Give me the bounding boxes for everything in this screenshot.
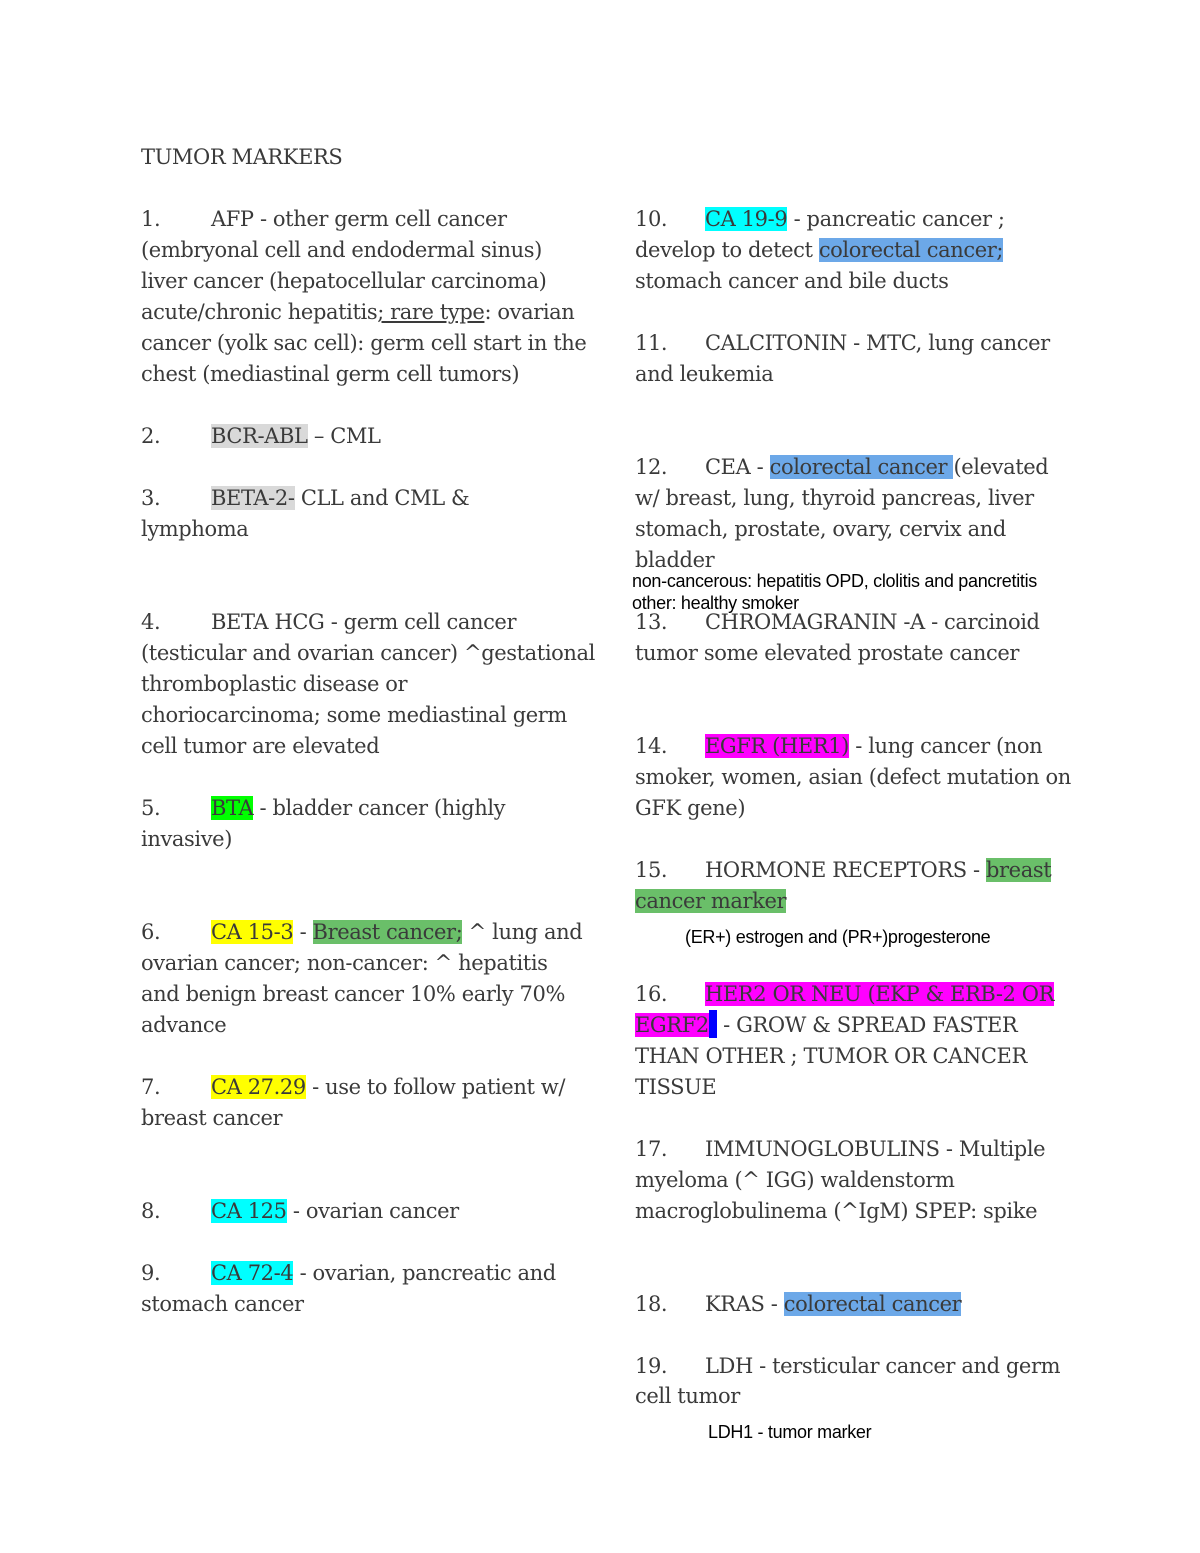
item-ca-19-9-line3: stomach cancer and bile ducts — [635, 269, 949, 293]
item-egfr-line1: 14. EGFR (HER1) - lung cancer (non — [635, 734, 1043, 758]
item-afp-line5: cancer (yolk sac cell): germ cell start in the — [141, 331, 587, 355]
item-afp-line3: liver cancer (hepatocellular carcinoma) — [141, 269, 547, 293]
item-her2-line2: EGRF2 - GROW & SPREAD FASTER — [635, 1010, 1017, 1041]
item-calcitonin-line2: and leukemia — [635, 362, 774, 386]
item-hormone-receptors-line2: cancer marker — [635, 889, 787, 913]
item-beta-2-line1: 3. BETA-2- CLL and CML & — [141, 486, 470, 510]
item-ca-125: 8. CA 125 - ovarian cancer — [141, 1199, 459, 1223]
item-egfr-line3: GFK gene) — [635, 796, 746, 820]
item-egfr-line2: smoker, women, asian (defect mutation on — [635, 765, 1071, 789]
item-her2-line3: THAN OTHER ; TUMOR OR CANCER — [635, 1044, 1027, 1068]
item-beta-hcg-line3: thromboplastic disease or — [141, 672, 408, 696]
item-ca-27-29-line2: breast cancer — [141, 1106, 283, 1130]
item-immunoglobulins-line3: macroglobulinema (^IgM) SPEP: spike — [635, 1199, 1038, 1223]
item-ca-19-9-line1: 10. CA 19-9 - pancreatic cancer ; — [635, 207, 1005, 231]
item-ca-27-29-line1: 7. CA 27.29 - use to follow patient w/ — [141, 1075, 566, 1099]
item-immunoglobulins-line2: myeloma (^ IGG) waldenstorm — [635, 1168, 955, 1192]
item-chromagranin-line2: tumor some elevated prostate cancer — [635, 641, 1020, 665]
item-ca-72-4-line2: stomach cancer — [141, 1292, 304, 1316]
item-ca-72-4-line1: 9. CA 72-4 - ovarian, pancreatic and — [141, 1261, 556, 1285]
item-cea-line3: stomach, prostate, ovary, cervix and — [635, 517, 1006, 541]
item-afp-line2: (embryonal cell and endodermal sinus) — [141, 238, 542, 262]
item-bta-line2: invasive) — [141, 827, 233, 851]
item-bcr-abl: 2. BCR-ABL – CML — [141, 424, 381, 448]
item-ca-15-3-line1: 6. CA 15-3 - Breast cancer; ^ lung and — [141, 920, 583, 944]
item-cea-line4: bladder — [635, 548, 715, 572]
item-calcitonin-line1: 11. CALCITONIN - MTC, lung cancer — [635, 331, 1050, 355]
item-beta-hcg-line2: (testicular and ovarian cancer) ^gestational — [141, 641, 595, 665]
item-bta-line1: 5. BTA - bladder cancer (highly — [141, 796, 506, 820]
item-beta-hcg-line4: choriocarcinoma; some mediastinal germ — [141, 703, 567, 727]
item-ldh-note: LDH1 - tumor marker — [708, 1422, 872, 1442]
item-ca-19-9-line2: develop to detect colorectal cancer; — [635, 238, 1004, 262]
item-kras: 18. KRAS - colorectal cancer — [635, 1292, 962, 1316]
item-afp-line1: 1. AFP - other germ cell cancer — [141, 207, 507, 231]
item-chromagranin-line1: 13. CHROMAGRANIN -A - carcinoid — [635, 610, 1040, 634]
item-beta-hcg-line1: 4. BETA HCG - germ cell cancer — [141, 610, 517, 634]
item-afp-line4: acute/chronic hepatitis; rare type: ovarian — [141, 300, 575, 324]
item-immunoglobulins-line1: 17. IMMUNOGLOBULINS - Multiple — [635, 1137, 1046, 1161]
item-cea-note-other: other: healthy smoker — [632, 593, 799, 613]
item-beta-hcg-line5: cell tumor are elevated — [141, 734, 380, 758]
item-cea-note-noncancerous: non-cancerous: hepatitis OPD, clolitis and pancretitis — [632, 571, 1038, 591]
item-her2-line4: TISSUE — [635, 1075, 717, 1099]
item-hormone-receptors-line1: 15. HORMONE RECEPTORS - breast — [635, 858, 1052, 882]
item-afp-line6: chest (mediastinal germ cell tumors) — [141, 362, 520, 386]
item-her2-line1: 16. HER2 OR NEU (EKP & ERB-2 OR — [635, 982, 1054, 1006]
item-ca-15-3-line2: ovarian cancer; non-cancer: ^ hepatitis — [141, 951, 548, 975]
cursor-mark — [709, 1010, 717, 1038]
item-ldh-line2: cell tumor — [635, 1384, 740, 1408]
item-ca-15-3-line4: advance — [141, 1013, 227, 1037]
item-cea-line2: w/ breast, lung, thyroid pancreas, liver — [635, 486, 1034, 510]
item-hormone-receptors-note: (ER+) estrogen and (PR+)progesterone — [685, 927, 991, 947]
item-cea-line1: 12. CEA - colorectal cancer (elevated — [635, 455, 1049, 479]
item-beta-2-line2: lymphoma — [141, 517, 249, 541]
item-ca-15-3-line3: and benign breast cancer 10% early 70% — [141, 982, 566, 1006]
item-ldh-line1: 19. LDH - tersticular cancer and germ — [635, 1354, 1061, 1378]
page-title: TUMOR MARKERS — [141, 145, 343, 169]
